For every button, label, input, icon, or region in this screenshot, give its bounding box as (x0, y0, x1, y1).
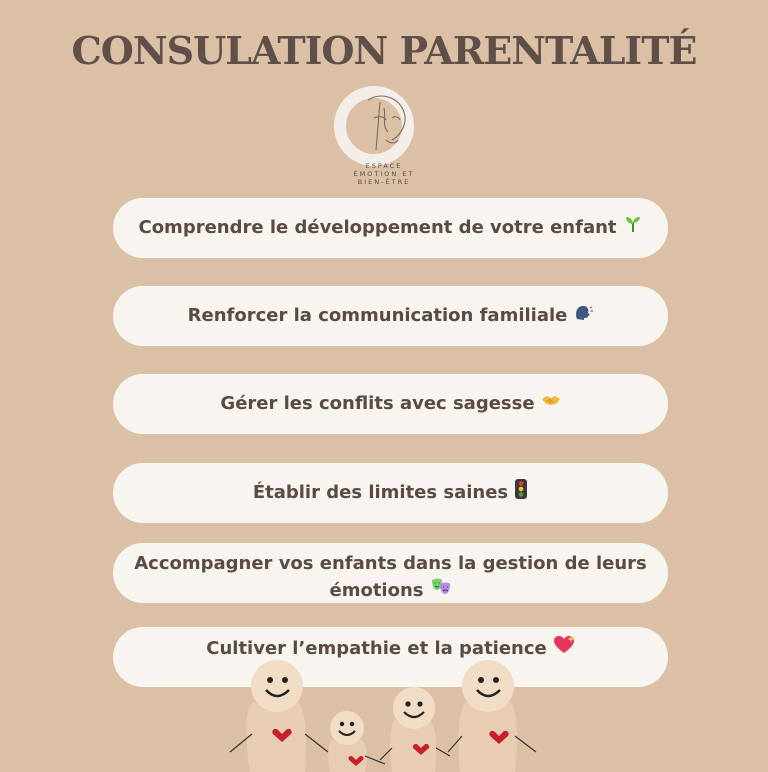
figure-adult-left (230, 660, 328, 772)
seedling-icon (623, 214, 643, 242)
speaking-head-icon (573, 302, 593, 330)
theater-masks-icon (430, 577, 452, 605)
item-label: Établir des limites saines (252, 482, 509, 503)
sparkling-heart-icon (553, 635, 575, 663)
item-communication (113, 286, 668, 346)
family-figures-illustration (210, 652, 550, 772)
handshake-icon (541, 390, 561, 418)
item-conflicts (113, 374, 668, 434)
figure-child-small (328, 711, 385, 772)
item-label: Comprendre le développement de votre enfant (138, 217, 617, 238)
traffic-light-icon (514, 478, 528, 508)
figure-adult-right (448, 660, 536, 772)
item-limits (113, 463, 668, 523)
logo-caption (318, 162, 450, 186)
figure-child-medium (380, 687, 450, 772)
page-title: CONSULATION PARENTALITÉ (71, 28, 697, 73)
item-development (113, 198, 668, 258)
item-label: Renforcer la communication familiale (187, 305, 568, 326)
logo-line-3: BIEN-ÊTRE (357, 178, 411, 186)
item-label: Gérer les conflits avec sagesse (220, 393, 535, 414)
item-label: Cultiver l’empathie et la patience (206, 638, 547, 659)
logo-line-1: ESPACE (365, 162, 403, 170)
item-emotions (113, 543, 668, 603)
item-label: Accompagner vos enfants dans la gestion de leurs émotions (134, 553, 647, 601)
logo-line-2: ÉMOTION ET (353, 170, 415, 178)
